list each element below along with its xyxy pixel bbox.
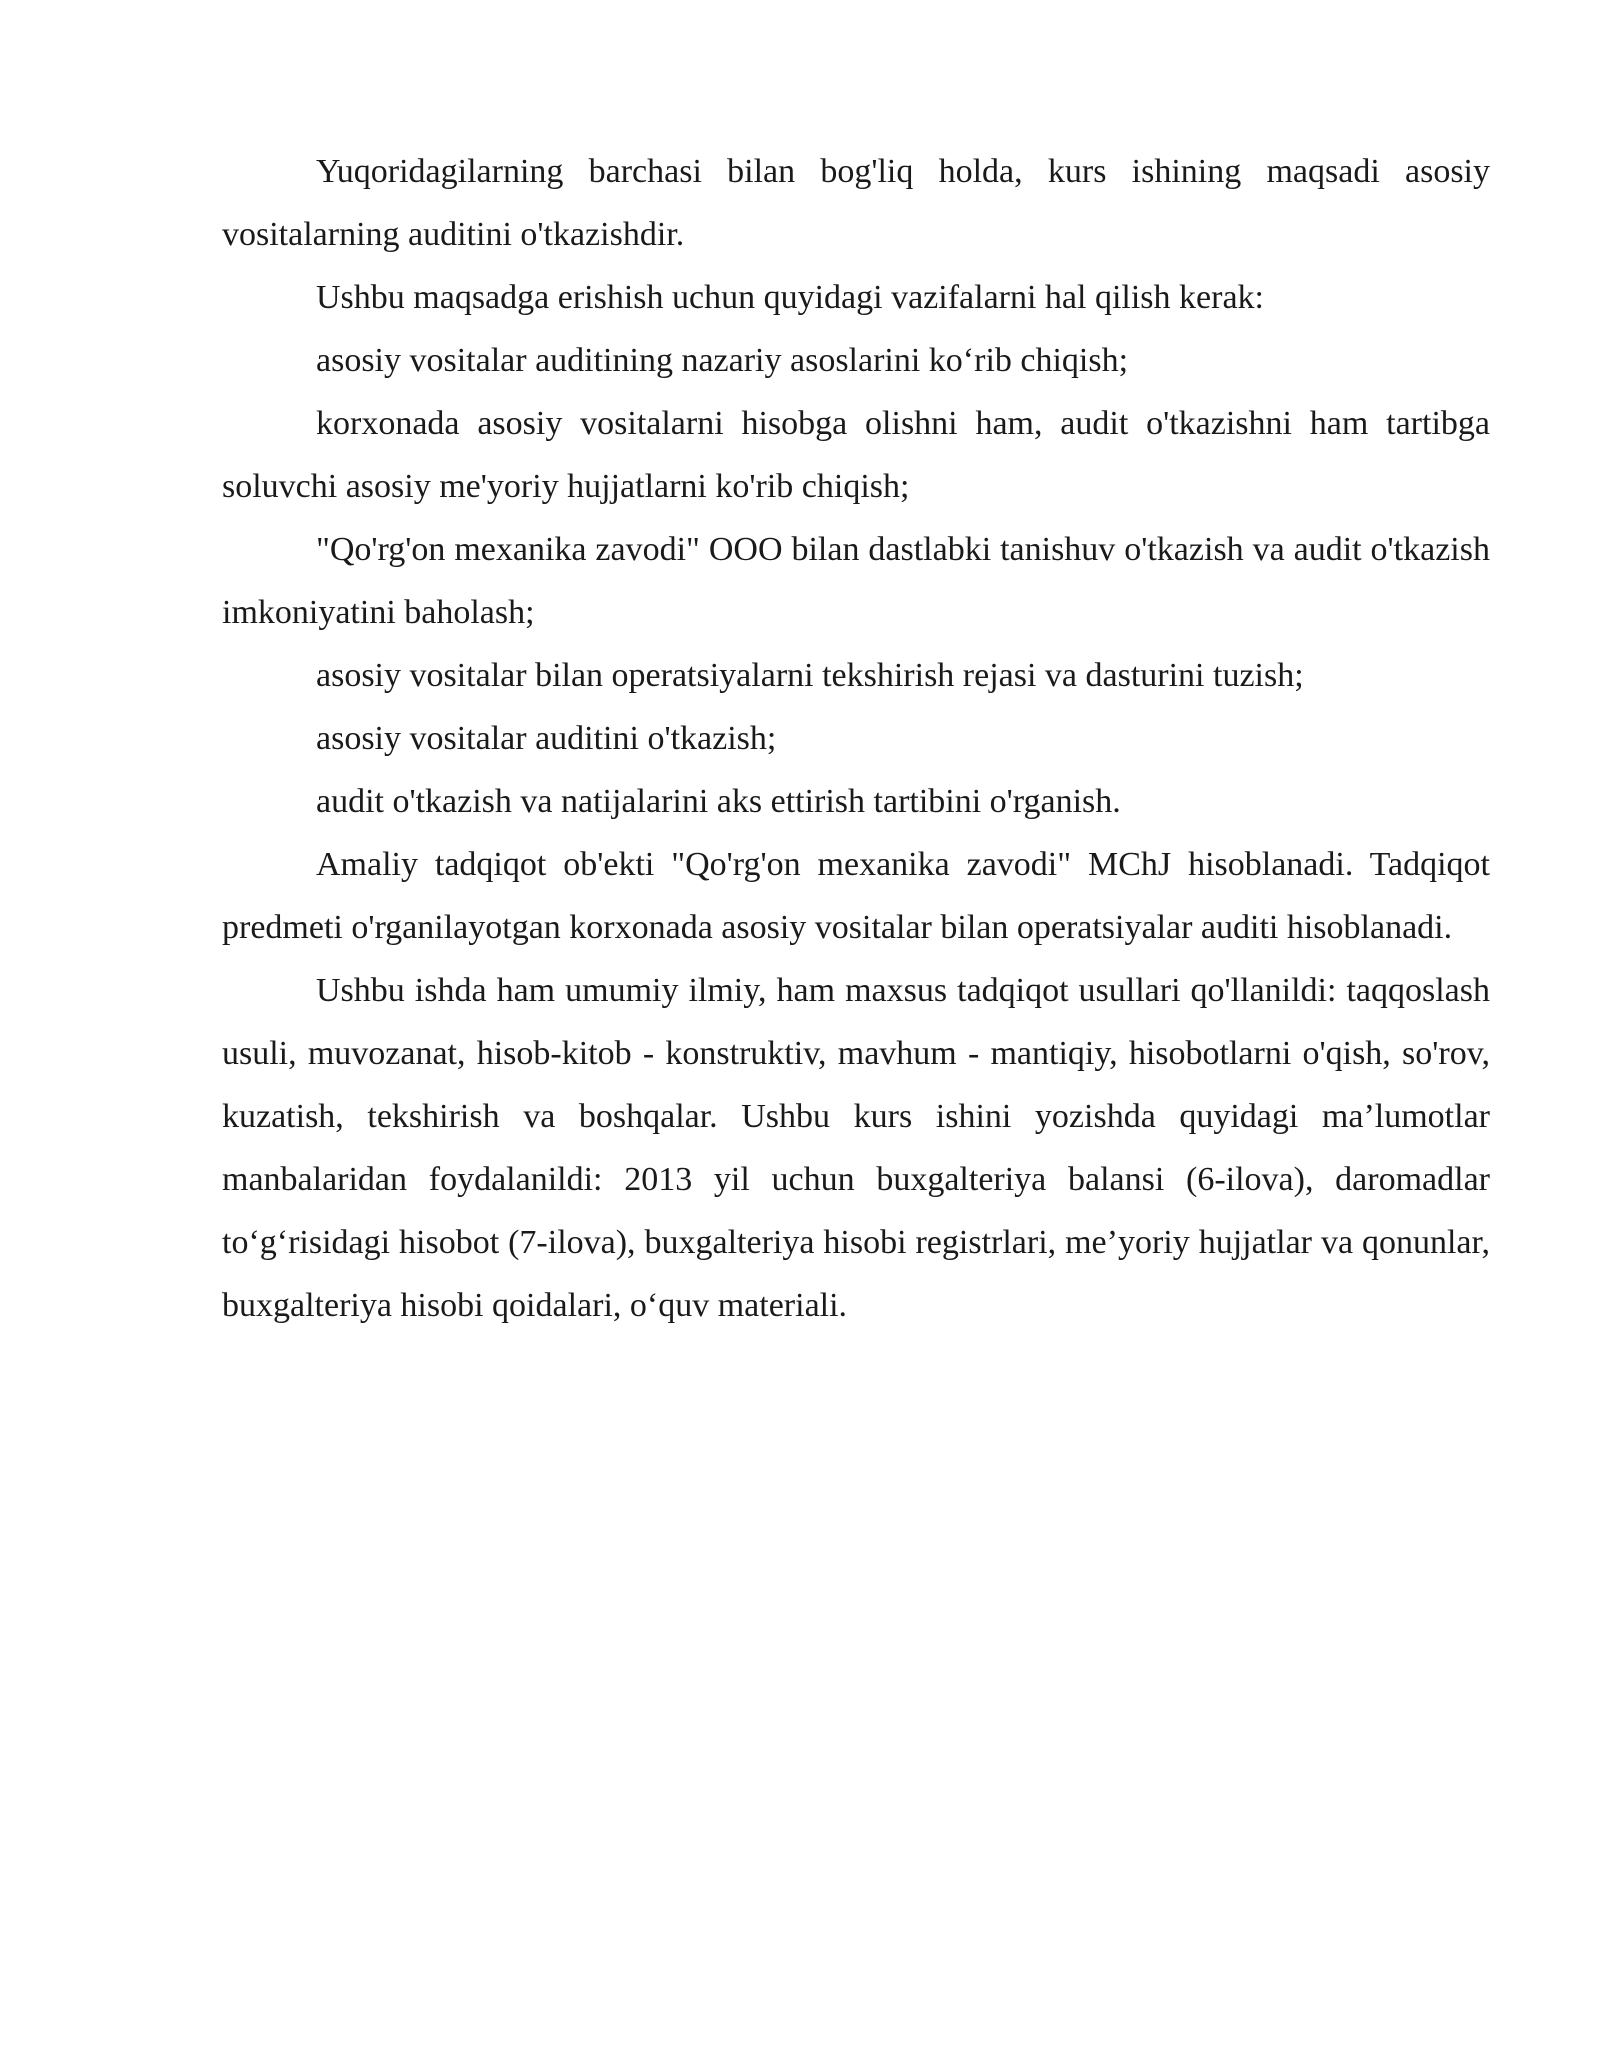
- paragraph-purpose: Yuqoridagilarning barchasi bilan bog'liq holda, kurs ishining maqsadi asosiy vositalarning auditini o'tkazishdir.: [222, 153, 1490, 253]
- paragraph-research-object: Amaliy tadqiqot ob'ekti "Qo'rg'on mexanika zavodi" MChJ hisoblanadi. Tadqiqot predmeti o'rganilayotgan korxonada asosiy vositalar bilan operatsiyalar auditi hisoblanadi.: [222, 846, 1490, 946]
- paragraph-task-5: asosiy vositalar auditini o'tkazish;: [316, 720, 777, 757]
- paragraph-task-3: "Qo'rg'on mexanika zavodi" OOO bilan dastlabki tanishuv o'tkazish va audit o'tkazish imkoniyatini baholash;: [222, 531, 1490, 631]
- paragraph-tasks-intro: Ushbu maqsadga erishish uchun quyidagi vazifalarni hal qilish kerak:: [316, 279, 1264, 316]
- document-body: [222, 140, 1490, 1337]
- paragraph-methods-sources: Ushbu ishda ham umumiy ilmiy, ham maxsus tadqiqot usullari qo'llanildi: taqqoslash usuli, muvozanat, hisob-kitob - konstruktiv, mavhum - mantiqiy, hisobotlarni o'qish, so'rov, kuzatish, tekshirish va boshqalar. Ushbu kurs ishini yozishda quyidagi ma’lumotlar manbalaridan foydalanildi: 2013 yil uchun buxgalteriya balansi (6-ilova), daromadlar to‘g‘risidagi hisobot (7-ilova), buxgalteriya hisobi registrlari, me’yoriy hujjatlar va qonunlar, buxgalteriya hisobi qoidalari, o‘quv materiali.: [222, 972, 1490, 1324]
- paragraph-task-4: asosiy vositalar bilan operatsiyalarni tekshirish rejasi va dasturini tuzish;: [316, 657, 1304, 694]
- paragraph-task-2: korxonada asosiy vositalarni hisobga olishni ham, audit o'tkazishni ham tartibga soluvchi asosiy me'yoriy hujjatlarni ko'rib chiqish;: [222, 405, 1490, 505]
- paragraph-task-6: audit o'tkazish va natijalarini aks ettirish tartibini o'rganish.: [316, 783, 1121, 820]
- paragraph-task-1: asosiy vositalar auditining nazariy asoslarini ko‘rib chiqish;: [316, 342, 1129, 379]
